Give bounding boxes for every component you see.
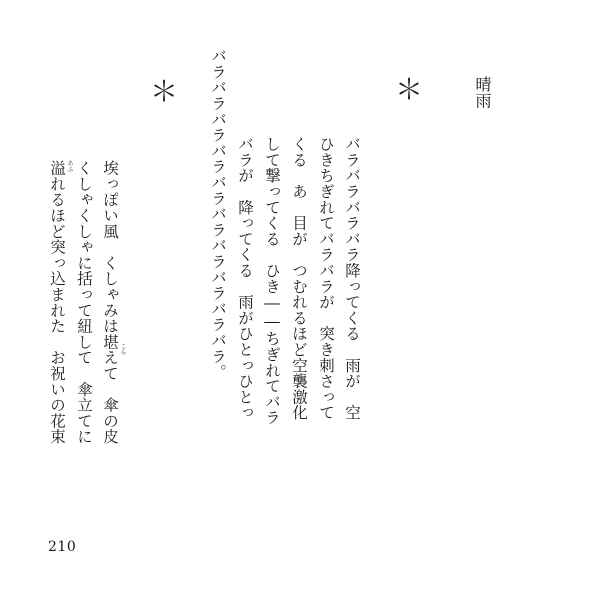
poem3-line-2: くしゃくしゃに括って紐して 傘立てに [75,160,93,445]
poem1-line-5: バラが 降ってくる 雨がひとっひとっ [236,136,254,421]
section-separator-2: ＊ [150,75,179,108]
page-number: 210 [48,539,77,555]
poem1-line-3: くる あ 目が つむれるほど空襲激化 [290,136,308,421]
ruby-afu: あふ [66,160,73,172]
poem3-line-1: 埃っぽい風 くしゃみは堪えて 傘の皮 [101,160,119,445]
poem2-line-1: バラバラバラバラバラバラバラバラバラバラ。 [209,48,227,380]
section-separator-1: ＊ [395,73,424,106]
poem1-line-2: ひきちぎれてバラバラが 突き刺さって [317,136,335,421]
poem1-line-4: して撃ってくる ひき――ちぎれてバラ [263,136,281,426]
poem3-line-3: 溢れるほど突っ込まれた お祝いの花束 [48,160,66,445]
poem-title: 晴雨 [473,76,492,109]
poem1-line-1: バラバラバラバラ降ってくる 雨が 空 [343,136,361,421]
ruby-kora: こら [119,343,126,355]
